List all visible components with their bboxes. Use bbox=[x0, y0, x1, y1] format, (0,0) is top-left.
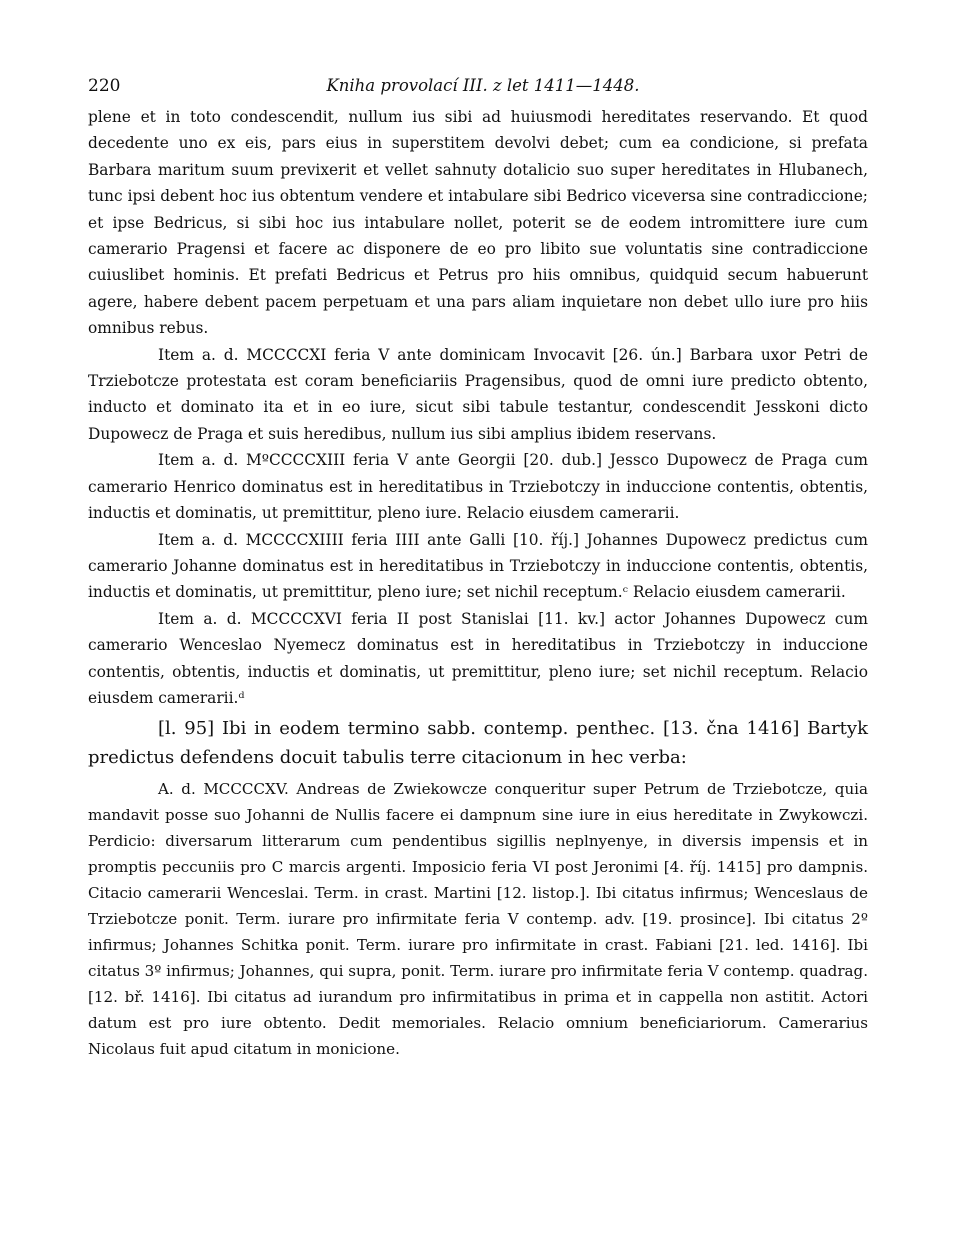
page-header bbox=[88, 70, 868, 104]
document-page bbox=[88, 70, 868, 1062]
paragraph-entry-1413: Item a. d. MºCCCCXIII feria V ante Georgii [20. dub.] Jessco Dupowecz de Praga cum camerario Henrico dominatus est in hereditatibus in Trziebotczy in induccione contentis, obtentis, inductis et dominatis, ut premittitur, pleno iure. Relacio eiusdem camerarii. bbox=[88, 451, 868, 523]
page-number: 220 bbox=[88, 76, 121, 96]
paragraph-entry-1416: Item a. d. MCCCCXVI feria II post Stanislai [11. kv.] actor Johannes Dupowecz cum camerario Wenceslao Nyemecz dominatus est in hereditatibus in Trziebotczy in induccione contentis, obtentis, inductis et dominatis, ut premittitur, pleno iure; set nichil receptum. Relacio eiusdem camerarii.ᵈ bbox=[88, 609, 868, 707]
body-text bbox=[88, 104, 868, 1062]
paragraph-entry-1411: Item a. d. MCCCCXI feria V ante dominicam Invocavit [26. ún.] Barbara uxor Petri de Trziebotcze protestata est coram beneficiariis Pragensibus, quod de omni iure predicto obtento, inducto et dominato ita et in eo iure, sicut sibi tabule testantur, condescendit Jesskoni dicto Dupowecz de Praga et suis heredibus, nullum ius sibi amplius ibidem reservans. bbox=[88, 345, 868, 443]
paragraph-bartyk-defense: [l. 95] Ibi in eodem termino sabb. contemp. penthec. [13. čna 1416] Bartyk predictus defendens docuit tabulis terre citacionum in hec verba: bbox=[88, 718, 868, 768]
paragraph-entry-1414: Item a. d. MCCCCXIIII feria IIII ante Galli [10. říj.] Johannes Dupowecz predictus cum camerario Johanne dominatus est in hereditatibus in Trziebotczy in induccione contentis, obtentis, inductis et dominatis, ut premittitur, pleno iure; set nichil receptum.ᶜ Relacio eiusdem camerarii. bbox=[88, 530, 868, 602]
running-title: Kniha provolací III. z let 1411—1448. bbox=[326, 76, 640, 95]
paragraph-continuation: plene et in toto condescendit, nullum ius sibi ad huiusmodi hereditates reservando. Et quod decedente uno ex eis, pars eius in superstitem devolvi debet; cum ea condicione, si prefata Barbara maritum suum previxerit et vellet sahnuty dotalicio suo super hereditates in Hlubanech, tunc ipsi debent hoc ius obtentum vendere et intabulare sibi Bedrico viceversa sine contradiccione; et ipse Bedricus, si sibi hoc ius intabulare nollet, poterit se de eodem intromittere iure cum camerario Pragensi et facere ac disponere de eo pro libito sue voluntatis sine contradiccione cuiuslibet hominis. Et prefati Bedricus et Petrus pro hiis omnibus, quidquid secum habuerunt agere, habere debent pacem perpetuam et una pars aliam inquietare non debet ullo iure pro hiis omnibus rebus. bbox=[88, 108, 868, 338]
paragraph-citation-1415: A. d. MCCCCXV. Andreas de Zwiekowcze conqueritur super Petrum de Trziebotcze, quia mandavit posse suo Johanni de Nullis facere ei dampnum sine iure in eius hereditate in Zwykowczi. Perdicio: diversarum litterarum cum pendentibus sigillis neplnyenye, in diversis impensis et in promptis peccuniis pro C marcis argenti. Imposicio feria VI post Jeronimi [4. říj. 1415] pro dampnis. Citacio camerarii Wenceslai. Term. in crast. Martini [12. listop.]. Ibi citatus infirmus; Wenceslaus de Trziebotcze ponit. Term. iurare pro infirmitate feria V contemp. adv. [19. prosince]. Ibi citatus 2º infirmus; Johannes Schitka ponit. Term. iurare pro infirmitate in crast. Fabiani [21. led. 1416]. Ibi citatus 3º infirmus; Johannes, qui supra, ponit. Term. iurare pro infirmitate feria V contemp. quadrag. [12. bř. 1416]. Ibi citatus ad iurandum pro infirmitatibus in prima et in cappella non astitit. Actori datum est pro iure obtento. Dedit memoriales. Relacio omnium beneficiariorum. Camerarius Nicolaus fuit apud citatum in monicione. bbox=[88, 780, 869, 1059]
